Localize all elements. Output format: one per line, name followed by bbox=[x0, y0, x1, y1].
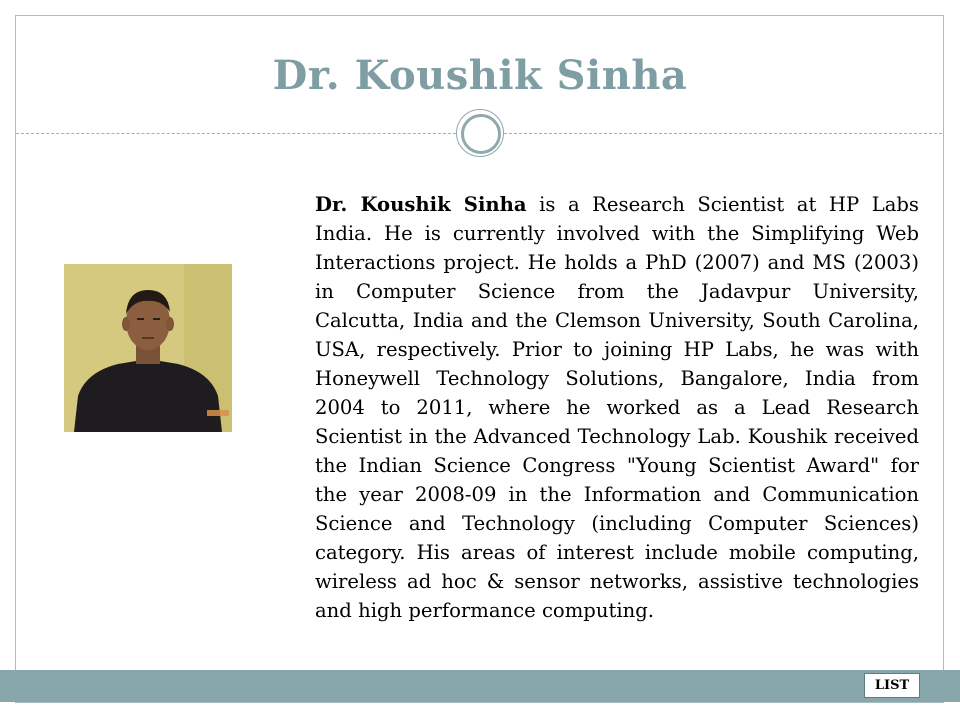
divider-ring-icon bbox=[456, 109, 504, 157]
divider-line-left bbox=[16, 133, 456, 134]
footer-bar bbox=[0, 670, 960, 702]
profile-photo bbox=[64, 264, 232, 432]
bio-text: is a Research Scientist at HP Labs India. He is currently involved with the Simplifying Web Interactions project. He holds a PhD (2007) and MS (2003) in Computer Science from the Jadavpur University, Calcutta, India and the Clemson University, South Carolina, USA, respectively. Prior to joining HP Labs, he was with Honeywell Technology Solutions, Bangalore, India from 2004 to 2011, where he worked as a Lead Research Scientist in the Advanced Technology Lab. Koushik received the Indian Science Congress "Young Scientist Award" for the year 2008-09 in the Information and Communication Science and Technology (including Computer Sciences) category. His areas of interest include mobile computing, wireless ad hoc & sensor networks, assistive technologies and high performance computing. bbox=[315, 193, 919, 622]
list-button[interactable]: LIST bbox=[864, 673, 920, 698]
bio-paragraph bbox=[315, 190, 919, 625]
bio-name: Dr. Koushik Sinha bbox=[315, 193, 527, 216]
divider-line-right bbox=[504, 133, 942, 134]
page-title: Dr. Koushik Sinha bbox=[272, 52, 688, 99]
person-portrait-icon bbox=[64, 264, 232, 432]
